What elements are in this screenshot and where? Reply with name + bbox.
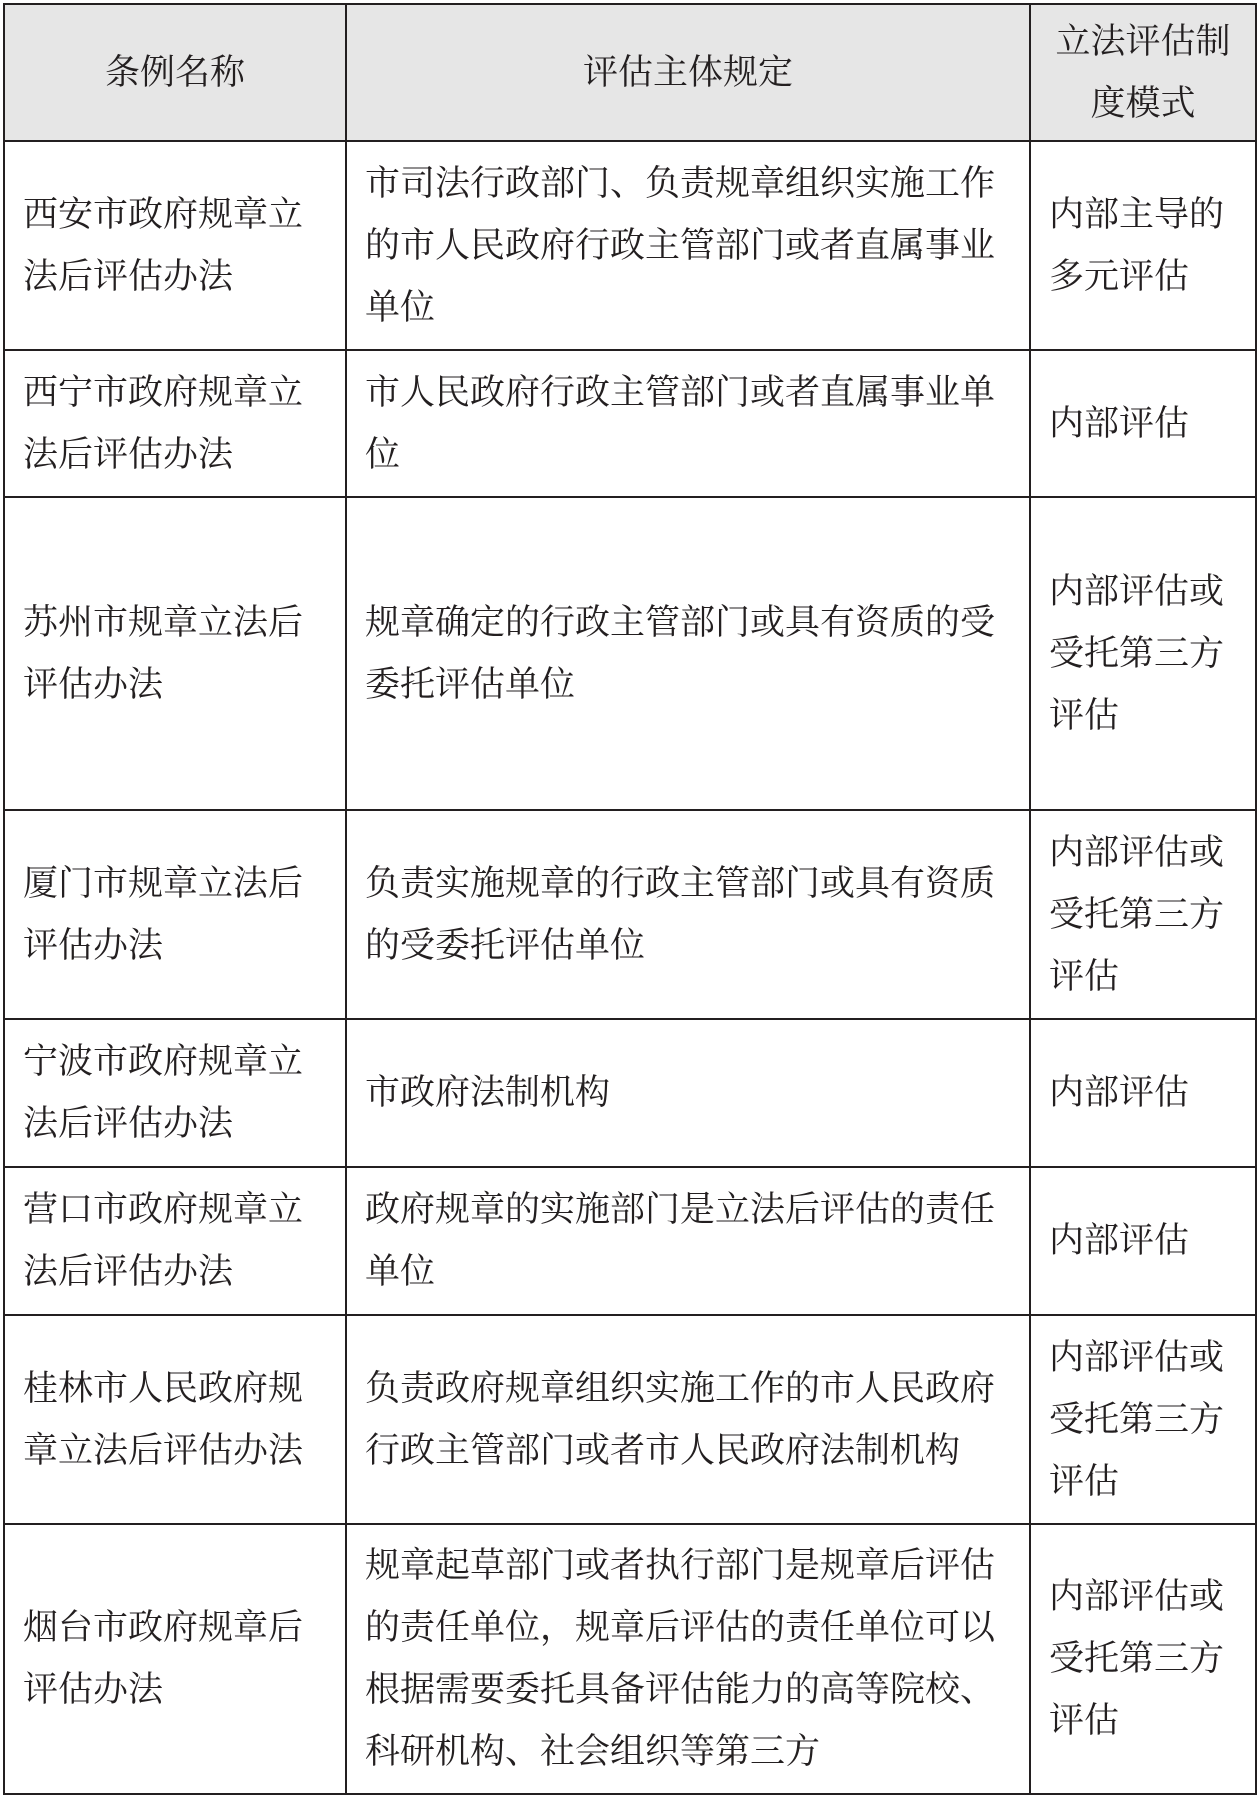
- table-row: [4, 1524, 1256, 1794]
- regulation-table: [3, 3, 1257, 1795]
- subject-cell: 市人民政府行政主管部门或者直属事业单位: [346, 350, 1030, 497]
- table-row: [4, 1019, 1256, 1167]
- regulation-name-cell: 厦门市规章立法后评估办法: [4, 810, 346, 1019]
- table-row: [4, 141, 1256, 350]
- subject-cell: 市司法行政部门、负责规章组织实施工作的市人民政府行政主管部门或者直属事业单位: [346, 141, 1030, 350]
- mode-cell: 内部评估: [1030, 1167, 1256, 1315]
- mode-cell: 内部评估: [1030, 1019, 1256, 1167]
- regulation-name-cell: 苏州市规章立法后评估办法: [4, 497, 346, 810]
- table-row: [4, 1315, 1256, 1524]
- subject-cell: 负责政府规章组织实施工作的市人民政府行政主管部门或者市人民政府法制机构: [346, 1315, 1030, 1524]
- table-row: [4, 350, 1256, 497]
- subject-cell: 规章起草部门或者执行部门是规章后评估的责任单位，规章后评估的责任单位可以根据需要委托具备评估能力的高等院校、科研机构、社会组织等第三方: [346, 1524, 1030, 1794]
- subject-cell: 负责实施规章的行政主管部门或具有资质的受委托评估单位: [346, 810, 1030, 1019]
- regulation-name-cell: 西宁市政府规章立法后评估办法: [4, 350, 346, 497]
- regulation-name-cell: 烟台市政府规章后评估办法: [4, 1524, 346, 1794]
- mode-cell: 内部主导的多元评估: [1030, 141, 1256, 350]
- subject-cell: 政府规章的实施部门是立法后评估的责任单位: [346, 1167, 1030, 1315]
- mode-cell: 内部评估或受托第三方评估: [1030, 1315, 1256, 1524]
- regulation-name-cell: 营口市政府规章立法后评估办法: [4, 1167, 346, 1315]
- regulation-name-cell: 桂林市人民政府规章立法后评估办法: [4, 1315, 346, 1524]
- table-row: [4, 1167, 1256, 1315]
- subject-cell: 规章确定的行政主管部门或具有资质的受委托评估单位: [346, 497, 1030, 810]
- mode-cell: 内部评估或受托第三方评估: [1030, 1524, 1256, 1794]
- header-row: [4, 4, 1256, 141]
- header-mode: 立法评估制度模式: [1030, 4, 1256, 141]
- subject-cell: 市政府法制机构: [346, 1019, 1030, 1167]
- mode-cell: 内部评估: [1030, 350, 1256, 497]
- table-row: [4, 810, 1256, 1019]
- regulation-name-cell: 西安市政府规章立法后评估办法: [4, 141, 346, 350]
- regulation-name-cell: 宁波市政府规章立法后评估办法: [4, 1019, 346, 1167]
- mode-cell: 内部评估或受托第三方评估: [1030, 810, 1256, 1019]
- table-row: [4, 497, 1256, 810]
- header-subject: 评估主体规定: [346, 4, 1030, 141]
- mode-cell: 内部评估或受托第三方评估: [1030, 497, 1256, 810]
- header-name: 条例名称: [4, 4, 346, 141]
